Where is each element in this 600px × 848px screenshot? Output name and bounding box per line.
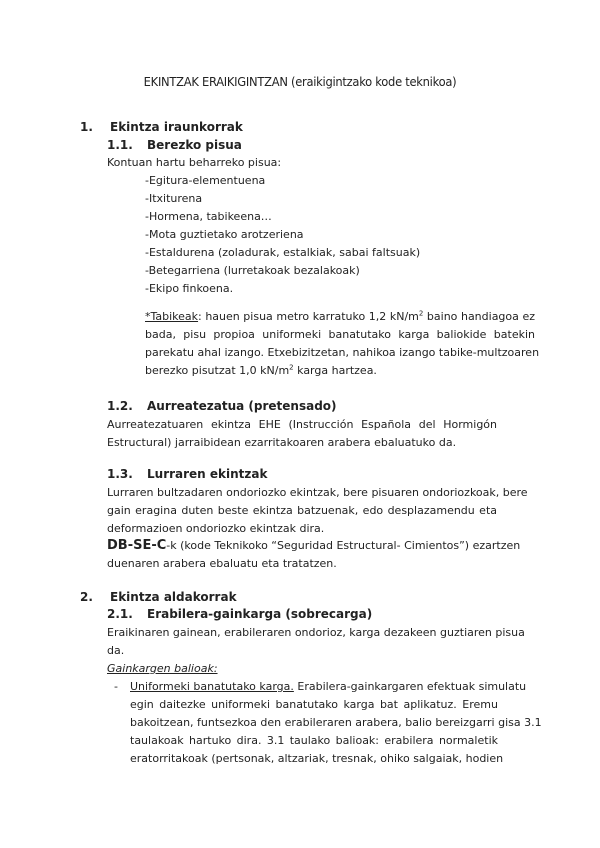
section-title: Ekintza iraunkorrak	[110, 120, 243, 134]
superscript: 2	[418, 309, 424, 318]
section-number: 1.2.	[107, 399, 133, 413]
section-title: Lurraren ekintzak	[147, 467, 268, 481]
list-item: -Egitura-elementuena	[145, 174, 266, 187]
paragraph-line: Aurreatezatuaren ekintza EHE (Instrucción Española del Hormigón	[107, 418, 497, 431]
code-reference: DB-SE-C	[107, 538, 167, 553]
note-line	[145, 364, 377, 377]
list-item: -Itxiturena	[145, 192, 203, 205]
paragraph-line: deformazioen ondoriozko ekintzak dira.	[107, 522, 325, 535]
paragraph-line: Estructural) jarraibidean ezarritakoaren arabera ebaluatuko da.	[107, 436, 457, 449]
section-title: Ekintza aldakorrak	[110, 590, 237, 604]
page-title: EKINTZAK ERAIKIGINTZAN (eraikigintzako kode teknikoa)	[143, 74, 457, 89]
paragraph-line: duenaren arabera ebaluatu eta tratatzen.	[107, 557, 337, 570]
note-text: baino handiagoa ez	[423, 310, 535, 323]
note-line	[145, 310, 535, 323]
paragraph-line: Kontuan hartu beharreko pisua:	[107, 156, 282, 169]
paragraph-line: Eraikinaren gainean, erabileraren ondorioz, karga dezakeen guztiaren pisua	[107, 626, 525, 639]
section-title: Aurreatezatua (pretensado)	[147, 399, 337, 413]
note-text: berezko pisutzat 1,0 kN/m	[145, 364, 290, 377]
bullet-label: Uniformeki banatutako karga.	[130, 680, 294, 693]
paragraph-line: da.	[107, 644, 125, 657]
paragraph-text: -k (kode Teknikoko “Seguridad Estructural- Cimientos”) ezartzen	[166, 539, 521, 552]
bullet-line: bakoitzean, funtsezkoa den erabileraren arabera, balio bereizgarri gisa 3.1	[130, 716, 542, 729]
section-number: 2.	[80, 590, 93, 604]
section-number: 1.3.	[107, 467, 133, 481]
paragraph-line: gain eragina duten beste ekintza batzuenak, edo desplazamendu eta	[107, 504, 497, 517]
bullet-line: egin daitezke uniformeki banatutako karga bat aplikatuz. Eremu	[130, 698, 498, 711]
section-number: 2.1.	[107, 607, 133, 621]
list-item: -Hormena, tabikeena…	[145, 210, 272, 223]
section-title: Berezko pisua	[147, 138, 242, 152]
bullet-line	[130, 680, 527, 693]
note-text: karga hartzea.	[293, 364, 377, 377]
subheading: Gainkargen balioak:	[107, 662, 218, 675]
note-line: bada, pisu propioa uniformeki banatutako karga baliokide batekin	[145, 328, 535, 341]
bullet-line: taulakoak hartuko dira. 3.1 taulako balioak: erabilera normaletik	[130, 734, 498, 747]
superscript: 2	[289, 363, 294, 372]
note-label: *Tabikeak	[145, 310, 199, 323]
bullet-marker: -	[114, 680, 118, 693]
bullet-line: eratorritakoak (pertsonak, altzariak, tresnak, ohiko salgaiak, hodien	[130, 752, 504, 765]
paragraph-line: Lurraren bultzadaren ondoriozko ekintzak, bere pisuaren ondoriozkoak, bere	[107, 486, 528, 499]
section-title: Erabilera-gainkarga (sobrecarga)	[147, 607, 373, 621]
note-text: : hauen pisua metro karratuko 1,2 kN/m	[198, 310, 419, 323]
list-item: -Betegarriena (lurretakoak bezalakoak)	[145, 264, 360, 277]
section-number: 1.1.	[107, 138, 133, 152]
list-item: -Estaldurena (zoladurak, estalkiak, sabai faltsuak)	[145, 246, 421, 259]
note-line: parekatu ahal izango. Etxebizitzetan, nahikoa izango tabike-multzoaren	[145, 346, 540, 359]
bullet-text: Erabilera-gainkargaren efektuak simulatu	[293, 680, 527, 693]
section-number: 1.	[80, 120, 93, 134]
list-item: -Mota guztietako arotzeriena	[145, 228, 304, 241]
list-item: -Ekipo finkoena.	[145, 282, 234, 295]
paragraph-line	[107, 538, 521, 553]
